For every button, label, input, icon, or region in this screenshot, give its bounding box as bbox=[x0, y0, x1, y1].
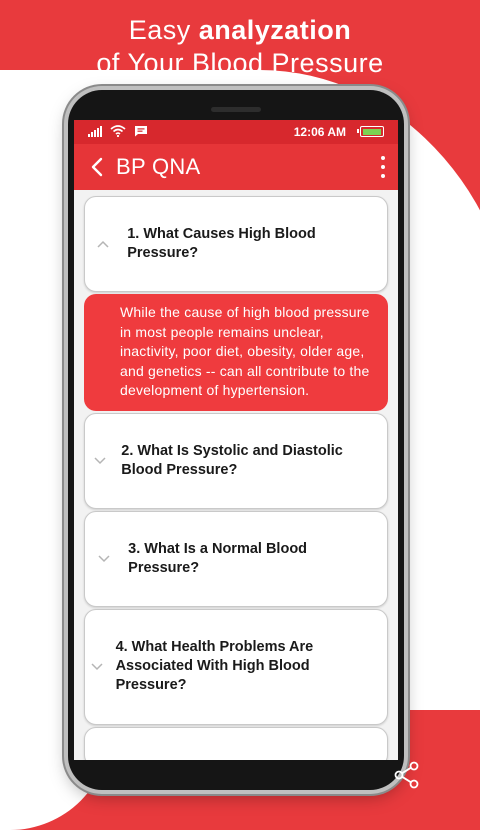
question-card-4[interactable] bbox=[84, 609, 388, 725]
message-icon bbox=[134, 125, 148, 137]
question-list bbox=[74, 190, 398, 760]
status-time: 12:06 AM bbox=[293, 125, 346, 139]
question-text: 4. What Health Problems Are Associated With High Blood Pressure? bbox=[115, 639, 314, 694]
headline-line-2: of Your Blood Pressure bbox=[96, 48, 384, 78]
battery-icon bbox=[360, 126, 384, 137]
chevron-down-icon[interactable] bbox=[89, 446, 111, 476]
answer-panel: While the cause of high blood pressure in most people remains unclear, inactivity, poor diet, obesity, older age, and genetics -- can all contribute to the development of hypertension. bbox=[84, 294, 388, 411]
app-bar bbox=[74, 144, 398, 190]
question-card-5-partial[interactable] bbox=[84, 727, 388, 760]
question-text: 3. What Is a Normal Blood Pressure? bbox=[128, 540, 308, 576]
question-text: 2. What Is Systolic and Diastolic Blood Pressure? bbox=[121, 442, 343, 478]
wifi-icon bbox=[110, 125, 126, 137]
question-card-2[interactable] bbox=[84, 413, 388, 509]
share-icon[interactable] bbox=[390, 758, 424, 792]
status-bar bbox=[74, 120, 398, 144]
phone-frame bbox=[68, 90, 404, 790]
more-vertical-icon[interactable] bbox=[376, 155, 390, 179]
promo-headline bbox=[0, 14, 480, 80]
phone-speaker bbox=[211, 107, 261, 112]
phone-screen bbox=[74, 120, 398, 760]
chevron-down-icon[interactable] bbox=[89, 652, 106, 682]
signal-icon bbox=[88, 125, 102, 137]
question-card-1[interactable] bbox=[84, 196, 388, 292]
chevron-down-icon[interactable] bbox=[89, 544, 118, 574]
chevron-up-icon[interactable] bbox=[89, 229, 117, 259]
question-text: 1. What Causes High Blood Pressure? bbox=[127, 226, 316, 261]
chevron-left-icon[interactable] bbox=[82, 144, 112, 190]
question-card-3[interactable] bbox=[84, 511, 388, 607]
headline-line-1: Easy analyzation bbox=[128, 15, 352, 45]
app-title: BP QNA bbox=[116, 154, 201, 179]
